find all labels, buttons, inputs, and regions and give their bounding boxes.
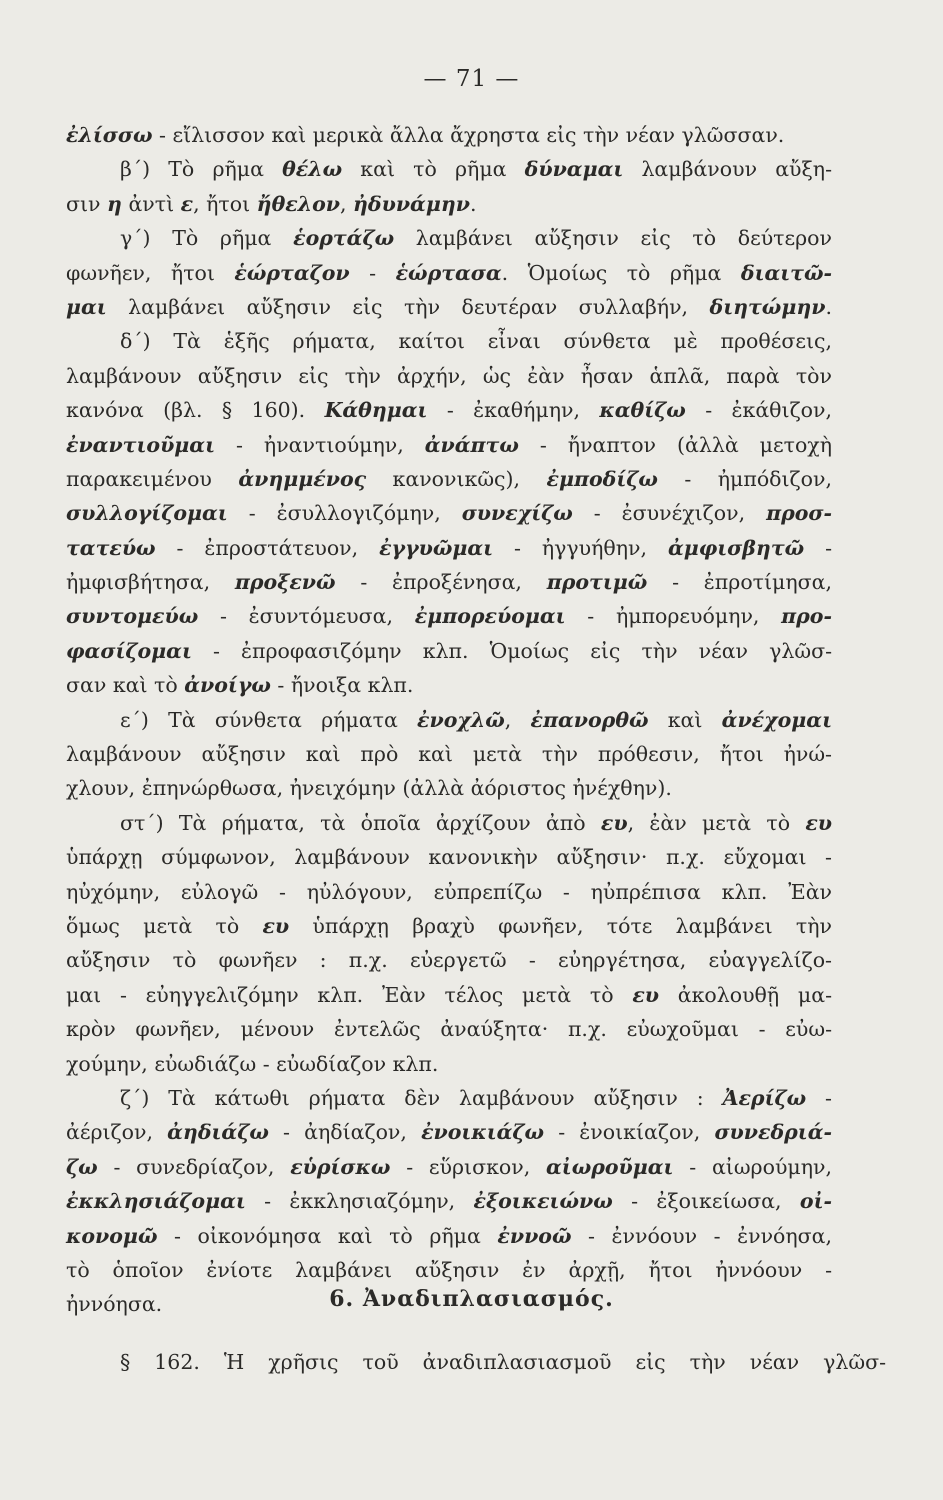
text-segment: - ἐσυλλογιζόμην,: [227, 501, 462, 526]
text-segment: χλουν, ἐπηνώρθωσα, ἠνειχόμην (ἀλλὰ ἀόριστος ἠνέχθην).: [66, 776, 672, 801]
text-segment: -: [349, 260, 396, 285]
section-heading: 6. Ἀναδιπλασιασμός.: [329, 1286, 614, 1312]
text-segment: - ἐξοικείωσα,: [612, 1189, 800, 1214]
bold-term: συνεδριά-: [714, 1120, 832, 1145]
text-line: [66, 668, 832, 702]
bold-term: ε: [180, 191, 194, 216]
text-segment: .: [825, 294, 832, 319]
text-line: [66, 943, 832, 977]
text-segment: - ἐσυνέχιζον,: [572, 501, 767, 526]
text-line: [66, 875, 832, 909]
text-segment: ὑπάρχῃ σύμφωνον, λαμβάνουν κανονικὴν αὔξησιν· π.χ. εὔχομαι -: [66, 845, 832, 870]
text-segment: - ἠμπόδιζον,: [657, 466, 832, 491]
bold-term: ἤθελον: [256, 191, 340, 216]
bold-term: ἐνοικιάζω: [421, 1120, 545, 1145]
bold-term: Ἀερίζω: [722, 1085, 807, 1110]
body-text: [66, 118, 832, 1322]
text-line: [66, 290, 832, 324]
bold-term: ἐγγυῶμαι: [379, 535, 494, 560]
text-segment: κρὸν φωνῆεν, μένουν ἐντελῶς ἀναύξητα· π.χ. εὐωχοῦμαι - εὐω-: [66, 1017, 832, 1042]
text-segment: - ἐπροστάτευον,: [155, 535, 380, 560]
text-segment: ὑπάρχῃ βραχὺ φωνῆεν, τότε λαμβάνει τὴν: [289, 913, 832, 938]
text-line: [66, 359, 832, 393]
bold-term: ἐνοχλῶ: [417, 707, 505, 732]
text-line: [66, 152, 832, 186]
bold-term: ευ: [600, 810, 628, 835]
text-segment: ζ΄) Τὰ κάτωθι ρήματα δὲν λαμβάνουν αὔξησιν :: [120, 1085, 723, 1110]
bold-term: προξενῶ: [234, 570, 336, 595]
bold-term: ἀνοίγω: [184, 673, 271, 698]
text-line: [66, 840, 832, 874]
text-segment: μαι - εὐηγγελιζόμην κλπ. Ἐὰν τέλος μετὰ τὸ: [66, 982, 633, 1007]
text-segment: - ἐπροξένησα,: [335, 570, 547, 595]
text-line: [66, 393, 832, 427]
text-line: [66, 737, 832, 771]
text-segment: - ἠναντιούμην,: [215, 432, 425, 457]
text-segment: ἠννόησα.: [66, 1292, 163, 1317]
bold-term: προσ-: [766, 501, 832, 526]
text-segment: ηὐχόμην, εὐλογῶ - ηὐλόγουν, εὐπρεπίζω - ηὐπρέπισα κλπ. Ἐὰν: [66, 879, 832, 904]
text-line: [66, 324, 832, 358]
text-segment: - ἐπροτίμησα,: [647, 570, 832, 595]
bold-term: θέλω: [282, 157, 343, 182]
text-segment: β΄) Τὸ ρῆμα: [120, 157, 283, 182]
bold-term: ζω: [66, 1154, 98, 1179]
text-segment: λαμβάνουν αὔξη-: [623, 157, 832, 182]
text-segment: στ΄) Τὰ ρήματα, τὰ ὁποῖα ἀρχίζουν ἀπὸ: [120, 810, 601, 835]
text-segment: .: [469, 191, 477, 216]
text-line: [66, 1184, 832, 1218]
text-segment: σαν καὶ τὸ: [66, 673, 185, 698]
bold-term: διαιτῶ-: [740, 260, 832, 285]
bold-term: ἐμποδίζω: [546, 466, 658, 491]
text-line: [66, 1047, 832, 1081]
bold-term: φασίζομαι: [66, 638, 192, 663]
text-segment: -: [804, 535, 832, 560]
text-segment: ὅμως μετὰ τὸ: [66, 913, 263, 938]
text-line: [66, 703, 832, 737]
bold-term: ἠδυνάμην: [353, 191, 470, 216]
bold-term: ἑορτάζω: [293, 226, 395, 251]
text-segment: . Ὁμοίως τὸ ρῆμα: [501, 260, 741, 285]
bold-term: ευ: [632, 982, 659, 1007]
text-segment: - ἐνοικίαζον,: [544, 1120, 715, 1145]
text-segment: - ἠγγυήθην,: [493, 535, 668, 560]
bold-term: Κάθημαι: [324, 398, 428, 423]
text-segment: τὸ ὁποῖον ἐνίοτε λαμβάνει αὔξησιν ἐν ἀρχῇ, ἤτοι ἠννόουν -: [66, 1257, 832, 1282]
text-segment: - εὕρισκον,: [390, 1154, 547, 1179]
text-segment: - αἰωρούμην,: [673, 1154, 832, 1179]
text-segment: χούμην, εὐωδιάζω - εὐωδίαζον κλπ.: [66, 1051, 439, 1076]
text-segment: κανόνα (βλ. § 160).: [66, 398, 325, 423]
text-segment: φωνῆεν, ἤτοι: [66, 260, 235, 285]
bold-term: συνεχίζω: [461, 501, 573, 526]
text-line: [66, 462, 832, 496]
bold-term: οἰ-: [799, 1189, 832, 1214]
bold-term: ἀνάπτω: [424, 432, 519, 457]
bold-term: αἰωροῦμαι: [546, 1154, 674, 1179]
text-line: [66, 496, 832, 530]
bold-term: ευ: [262, 913, 290, 938]
bold-term: ἐκκλησιάζομαι: [66, 1189, 246, 1214]
text-segment: καὶ τὸ ρῆμα: [342, 157, 525, 182]
text-line: [66, 221, 832, 255]
text-segment: ἀέριζον,: [66, 1120, 168, 1145]
text-line: [66, 806, 832, 840]
text-segment: ἠμφισβήτησα,: [66, 570, 235, 595]
bold-term: δύναμαι: [524, 157, 624, 182]
bold-term: κονομῶ: [66, 1223, 158, 1248]
text-segment: , ἤτοι: [193, 191, 257, 216]
text-segment: - ἐσυντόμευσα,: [198, 604, 415, 629]
final-paragraph-line: § 162. Ἡ χρῆσις τοῦ ἀναδιπλασιασμοῦ εἰς τὴν νέαν γλῶσ-: [120, 1350, 886, 1374]
text-segment: λαμβάνει αὔξησιν εἰς τὸ δεύτερον: [394, 226, 832, 251]
bold-term: εὑρίσκω: [290, 1154, 391, 1179]
text-line: [66, 565, 832, 599]
text-segment: κανονικῶς),: [366, 466, 547, 491]
text-segment: - ἠμπορευόμην,: [565, 604, 782, 629]
text-segment: σιν: [66, 191, 108, 216]
bold-term: ἀμφισβητῶ: [667, 535, 805, 560]
text-segment: - ἐπροφασιζόμην κλπ. Ὁμοίως εἰς τὴν νέαν γλῶσ-: [191, 638, 832, 663]
text-line: [66, 428, 832, 462]
text-segment: - ἐκαθήμην,: [427, 398, 600, 423]
bold-term: ἑώρτασα: [395, 260, 502, 285]
text-segment: ἀκολουθῇ μα-: [659, 982, 833, 1007]
text-segment: δ΄) Τὰ ἑξῆς ρήματα, καίτοι εἶναι σύνθετα μὲ προθέσεις,: [120, 329, 832, 354]
bold-term: ἐλίσσω: [66, 123, 153, 147]
bold-term: η: [107, 191, 122, 216]
text-line: [66, 599, 832, 633]
text-segment: - ἀηδίαζον,: [268, 1120, 422, 1145]
bold-term: συλλογίζομαι: [66, 501, 228, 526]
text-segment: ἀντὶ: [121, 191, 181, 216]
bold-term: ευ: [805, 810, 833, 835]
text-line: [66, 1115, 832, 1149]
bold-term: ἐναντιοῦμαι: [66, 432, 215, 457]
text-line: [66, 187, 832, 221]
bold-term: διητώμην: [709, 294, 826, 319]
text-segment: παρακειμένου: [66, 466, 239, 491]
text-line: [66, 256, 832, 290]
text-line: [66, 909, 832, 943]
text-line: [66, 1012, 832, 1046]
bold-term: προτιμῶ: [546, 570, 648, 595]
text-segment: - ἤναπτον (ἀλλὰ μετοχὴ: [518, 432, 833, 457]
text-line: [66, 118, 832, 152]
text-segment: -: [806, 1085, 832, 1110]
text-segment: λαμβάνουν αὔξησιν καὶ πρὸ καὶ μετὰ τὴν πρόθεσιν, ἤτοι ἠνώ-: [66, 742, 832, 767]
bold-term: συντομεύω: [66, 604, 199, 629]
bold-term: τατεύω: [66, 535, 156, 560]
bold-term: ἐπανορθῶ: [530, 707, 649, 732]
text-segment: ,: [504, 707, 531, 732]
bold-term: ἀνημμένος: [238, 466, 367, 491]
bold-term: ἑώρταζον: [234, 260, 350, 285]
text-segment: αὔξησιν τὸ φωνῆεν : π.χ. εὐεργετῶ - εὐηργέτησα, εὐαγγελίζο-: [66, 948, 832, 973]
text-segment: γ΄) Τὸ ρῆμα: [120, 226, 294, 251]
bold-term: ἀνέχομαι: [721, 707, 832, 732]
text-segment: - οἰκονόμησα καὶ τὸ ρῆμα: [157, 1223, 498, 1248]
text-segment: - συνεδρίαζον,: [97, 1154, 291, 1179]
bold-term: ἐμπορεύομαι: [414, 604, 566, 629]
text-segment: λαμβάνει αὔξησιν εἰς τὴν δευτέραν συλλαβήν,: [106, 294, 710, 319]
bold-term: ἀηδιάζω: [167, 1120, 269, 1145]
text-line: [66, 1150, 832, 1184]
bold-term: καθίζω: [599, 398, 686, 423]
text-segment: λαμβάνουν αὔξησιν εἰς τὴν ἀρχήν, ὡς ἐὰν ἦσαν ἁπλᾶ, παρὰ τὸν: [66, 363, 832, 388]
text-segment: ε΄) Τὰ σύνθετα ρήματα: [120, 707, 418, 732]
text-segment: καὶ: [648, 707, 722, 732]
text-line: [66, 634, 832, 668]
text-line: [66, 1253, 832, 1287]
bold-term: προ-: [781, 604, 832, 629]
text-line: [66, 771, 832, 805]
page-number: — 71 —: [423, 66, 520, 92]
text-segment: - ἐκκλησιαζόμην,: [245, 1189, 474, 1214]
text-line: [66, 531, 832, 565]
bold-term: ἐννοῶ: [497, 1223, 572, 1248]
text-segment: - ἐννόουν - ἐννόησα,: [571, 1223, 833, 1248]
text-segment: - εἴλισσον καὶ μερικὰ ἄλλα ἄχρηστα εἰς τὴν νέαν γλῶσσαν.: [152, 123, 785, 147]
bold-term: ἐξοικειώνω: [473, 1189, 613, 1214]
text-line: [66, 978, 832, 1012]
text-line: [66, 1081, 832, 1115]
text-segment: , ἐὰν μετὰ τὸ: [627, 810, 806, 835]
text-line: [66, 1219, 832, 1253]
text-segment: ,: [339, 191, 354, 216]
text-segment: - ἤνοιξα κλπ.: [270, 673, 414, 698]
text-segment: - ἐκάθιζον,: [685, 398, 832, 423]
bold-term: μαι: [66, 294, 107, 319]
